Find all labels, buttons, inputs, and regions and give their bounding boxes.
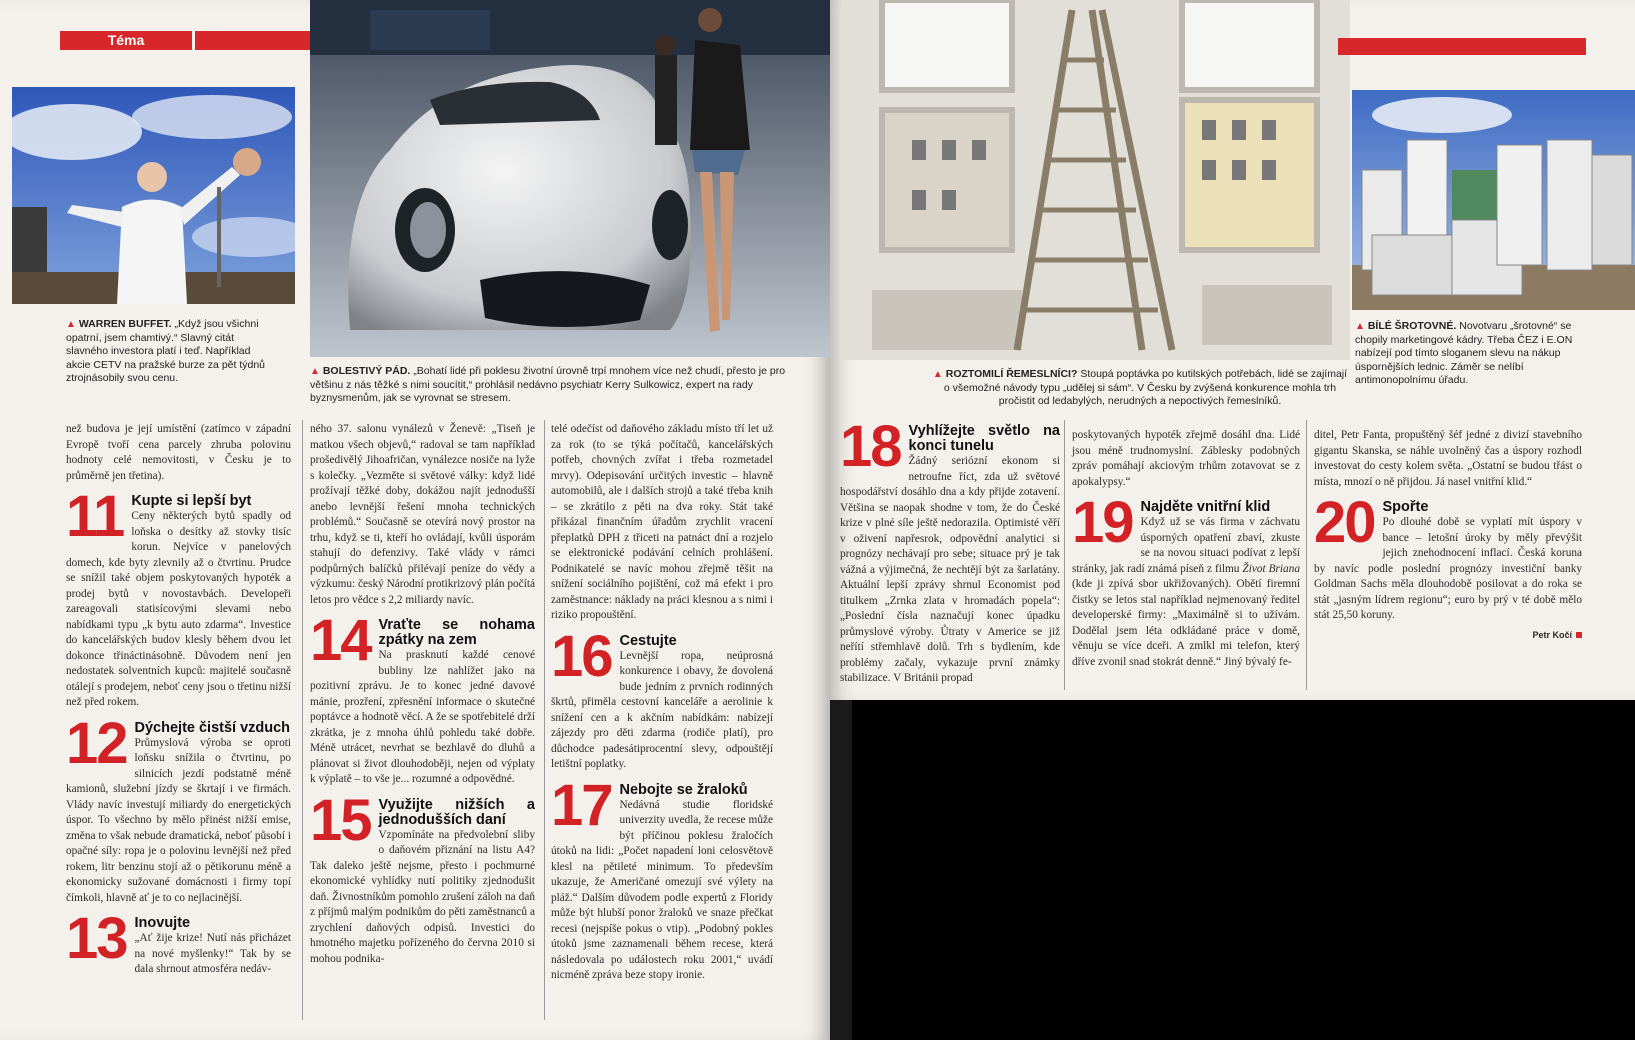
section-17: [551, 779, 773, 984]
section-title: Cestujte: [619, 632, 677, 649]
caption-triangle-icon: ▲: [310, 366, 320, 377]
section-number: 18: [840, 420, 901, 479]
section-title: Najděte vnitřní klid: [1140, 499, 1271, 515]
section-number: 19: [1072, 496, 1133, 555]
section-20: [1314, 496, 1582, 624]
section-tag: Téma: [60, 31, 192, 50]
section-title: Inovujte: [134, 915, 191, 931]
caption-buffet-head: WARREN BUFFET.: [78, 318, 172, 330]
section-text: Na prasknutí každé cenové bubliny lze nahlížet jako na pozitivní zprávu. Je to konec jedné davové mánie, prozření, zpřesnění informace o skutečné poptávce a hodnotě věcí. A že se spotřebitelé drží zkrátka, je z mnoha úhlů pohledu také dobře. Méně utrácet, nevrhat se bezhlavě do dluhů a plánovat si život dlouhodoběji, nejen od výplaty k výplatě – to vše je... rozumné a odpovědné.: [310, 649, 535, 785]
section-16: [551, 630, 773, 773]
section-title: Vraťte se nohama zpátky na zem: [378, 617, 535, 648]
section-text-a: Když už se vás firma v záchvatu úsporných opatření zbaví, zkuste se na novou situaci podívat z lepší stránky, jak radí známá píseň z filmu: [1072, 516, 1300, 575]
section-text: Průmyslová výroba se oproti loňsku snížila o čtvrtinu, po silnicích jezdí podstatně méně kamionů, služební jízdy se škrtají i ve firmách. Vlády navíc investují miliardy do energetických úspor. To všechno by mělo přinést nižší emise, změna to však nebude dramatická, neboť působí i opačné síly: ropa je o polovinu levnější než před rokem, litr benzinu stojí až o pětikorunu méně a ekonomicky sužované domácnosti i firmy topí čímkoli, hlavně ať je to co nejlacinější.: [66, 736, 291, 904]
film-title: Život Briana: [1242, 562, 1300, 575]
caption-ladder-text: Stoupá poptávka po kutilských potřebách, lidé se zajímají o všemožné návody typu „udělej si sám“. V Česku by zvýšená konkurence mohla trh pročistit od ledabylých, nerudných a nepoctivých řemeslníků.: [943, 368, 1348, 407]
section-14: [310, 614, 535, 788]
photo-car: [310, 0, 830, 357]
section-number: 11: [66, 490, 124, 549]
caption-buffet-text: „Když jsou všichni opatrní, jsem chamtivý.“ Slavný citát slavného investora platí i teď. Například akcie CETV na pražské burze za pět týdnů ztrojnásobily svou cenu.: [66, 318, 266, 384]
header-bar-right: [1338, 38, 1586, 55]
end-square-icon: [1576, 632, 1582, 638]
section-text: Nedávná studie floridské univerzity uvedla, že recese může být příčinou poklesu žraločích útoků na lidi: „Počet napadení loni celosvětově klesl na pětileté minimum. To především ukazuje, že Američané omezují své výlety na pláž.“ Dalším důvodem podle expertů z Floridy může být hlubší ponor žraloků ve snaze přečkat recesi (nejspíše pokus o vtip). „Podobný pokles útoků jsme zaznamenali během recese, která následovala po událostech roku 2001,“ uvádí nicméně zpráva beze stopy ironie.: [551, 798, 773, 981]
section-title: Spořte: [1382, 499, 1429, 515]
section-number: 16: [551, 629, 612, 689]
caption-car-text: „Bohatí lidé při poklesu životní úrovně trpí mnohem více než chudí, přesto je pro většinu z nás těžké s nimi soucítit,“ prohlásil nedávno psychiatr Kerry Sulkowicz, expert na rady byznysmenům, jak se vyrovnat se stresem.: [310, 365, 786, 404]
section-12: [66, 717, 291, 907]
section-number: 20: [1314, 496, 1375, 555]
article-column-1: [66, 422, 291, 980]
section-text: Ceny některých bytů spadly od loňska o desítky až stovky tisíc korun. Nejvíce v panelových domech, kde byty zlevnily až o čtvrtinu. Prudce se snížil také objem poskytovaných hypoték a prodej bytů v novostavbách. Developeři zareagovali statisícovými slevami nebo nabídkami typu „k bytu auto zdarma“. Investice do kancelářských budov klesly během dvou let dokonce třináctinásobně. Důvodem není jen nedostatek solventních kupců: majitelé současně otálejí s prodejem, neboť ceny jsou o třetinu nižší než před rokem.: [66, 510, 291, 708]
section-18: [840, 420, 1060, 687]
article-column-6: [1314, 428, 1582, 643]
article-column-2: [310, 422, 535, 969]
article-column-5: [1072, 428, 1300, 672]
caption-car-head: BOLESTIVÝ PÁD.: [322, 365, 411, 377]
caption-triangle-icon: ▲: [1355, 321, 1365, 332]
caption-ladder-head: ROZTOMILÍ ŘEMESLNÍCI?: [945, 368, 1078, 380]
caption-fridges: [1355, 320, 1585, 388]
section-title: Využijte nižších a jednodušších daní: [378, 796, 535, 828]
article-column-4: [840, 420, 1060, 689]
section-title: Vyhlížejte světlo na konci tunelu: [908, 423, 1060, 454]
section-text: Vzpomínáte na předvolební sliby o daňovém přiznání na listu A4? Tak daleko ještě nejsme, přesto i pochmurné ekonomické vyhlídky nutí politiky zjednodušit daň. Živnostníkům pomohlo zrušení záloh na daň z příjmů malým podnikům do pěti zaměstnanců a zrychlení daňových odpisů. Investici do hmotného majetku pořízeného do června 2010 si mohou podnika-: [310, 828, 535, 965]
photo-warren-buffet: [12, 87, 295, 304]
section-text-b: (kde ji zpívá sbor ukřižovaných). Obětí firemní čistky se letos stal například nejmenovaný ředitel developerské firmy: „Maximálně si to užívám. Dodělal jsem léta odkládané práce v domě, věnuju se více dceři. A zmlkl mi telefon, který dříve zvonil snad stokrát denně.“ Jiný bývalý fe-: [1072, 578, 1300, 668]
photo-fridges: [1352, 90, 1635, 310]
header-bar: [195, 31, 310, 50]
section-text: Po dlouhé době se vyplatí mít úspory v bance – letošní úroky by měly převýšit jejich znehodnocení inflací. Česká koruna by navíc podle poslední prognózy investiční banky Goldman Sachs měla dlouhodobě posilovat a do roka se stát „jasným lídrem regionu“; euro by prý v té době mělo stát 25,50 koruny.: [1314, 516, 1582, 621]
section-number: 17: [551, 778, 612, 838]
blank-area: [852, 700, 1635, 1040]
section-11: [66, 490, 291, 711]
caption-triangle-icon: ▲: [932, 369, 943, 380]
section-15: [310, 794, 535, 968]
right-page: [830, 0, 1635, 700]
caption-fridges-text: Novotvaru „šrotovné“ se chopily marketingové kádry. Třeba ČEZ i E.ON nabízejí pod tímto sloganem slevu na nákup úspornějších lednic. Záměr se nelíbí antimonopolnímu úřadu.: [1355, 320, 1573, 386]
col5-intro: poskytovaných hypoték zřejmě dosáhl dna. Lidé jsou méně trudnomyslní. Záblesky podobných zpráv pomáhají akciovým trhům zotavovat se z apokalypsy.“: [1072, 429, 1300, 488]
photo-ladder: [842, 0, 1350, 360]
section-number: 15: [310, 793, 371, 853]
column-rule: [1306, 420, 1307, 690]
caption-ladder: [930, 368, 1350, 409]
section-number: 13: [66, 912, 127, 971]
col1-intro: než budova je její umístění (zatímco v západní Evropě tvoří cena parcely zhruba polovinu hodnoty celé nemovitosti, v Česku je to průměrně jen třetina).: [66, 423, 291, 482]
caption-triangle-icon: ▲: [66, 319, 76, 330]
section-title: Nebojte se žraloků: [619, 781, 748, 798]
article-column-3: [551, 422, 773, 986]
caption-fridges-head: BÍLÉ ŠROTOVNÉ.: [1367, 320, 1457, 332]
caption-car: [310, 365, 815, 406]
section-title: Dýchejte čistší vzduch: [134, 719, 291, 736]
col6-intro: ditel, Petr Fanta, propuštěný šéf jedné z divizí stavebního gigantu Skanska, se náhle uvolněný čas a úspory rozhodl investovat do cesty kolem světa. „Ostatní se budou třást o místa, mnozí o ně přijdou. Já nasel vnitřní klid.“: [1314, 429, 1582, 488]
column-rule: [1064, 420, 1065, 690]
author-signature: [1314, 628, 1582, 644]
author-name: Petr Kočí: [1532, 629, 1572, 640]
col3-intro: telé odečíst od daňového základu místo tří let už za rok (to se týká počítačů, kancelářských potřeb, chovných zvířat i třeba rozmetadel mrvy). Odepisování určitých investic – hlavně automobilů, ale i dalších strojů a také třeba knih – se zkrátilo z pěti na dva roky. Stát také přikázal finančním úřadům zrychlit vracení přeplatků DPH z třiceti na patnáct dní a rozjelo se elektronické podávání celních prohlášení. Podnikatelé se navíc mohou zřejmě těšit na snížení sociálního pojištění, což má efekt i pro zaměstnance: náklady na práci klesnou a s nimi i riziko propouštění.: [551, 423, 773, 621]
section-number: 14: [310, 614, 371, 673]
section-13: [66, 912, 291, 978]
column-rule: [544, 420, 545, 1020]
col2-intro: ného 37. salonu vynálezů v Ženevě: „Tiseň je matkou všech objevů,“ radoval se tam například prošedivělý Jihoafričan, vynálezce nosiče na lyže s kolečky. „Vezměte si světové války: když lidé prožívají těžké doby, dokážou najít jednodušší anebo levnější řešení mnoha technických problémů.“ Současně se otevírá nový prostor na trhu, když se ti, kteří ho ovládají, kvůli úsporám stahují do defenzivy. Také vlády v rámci podpůrných balíčků přilévají peníze do vědy a výzkumu: český Národní protikrizový plán počítá letos pro vědce s 2,2 miliardy navíc.: [310, 423, 535, 606]
section-19: [1072, 496, 1300, 670]
section-text: Žádný seriózní ekonom si netroufne říct, zda už světové hospodářství dosáhlo dna a kdy přijde zotavení. Většina se naopak shodne v tom, že do České krize v plné síle ještě nedorazila. Optimisté věří v oživení napřesrok, odpovědní analytici si prognózy nechávají pro sebe; situace prý je tak vážná a výjimečná, že nechtějí být za šarlatány. Aktuální lepší zprávy shrnul Economist pod titulkem „Zrnka zlata v hromadách popela“: „Poslední čísla naznačují konec úpadku průmyslové výroby. Ůtraty v Americe se již neřítí střemhlavě dolů. Trh s bydlením, kde problémy začaly, vykazuje první známky stabilizace. V Británii propad: [840, 455, 1060, 684]
caption-buffet: [66, 318, 266, 386]
section-text: „Ať žije krize! Nutí nás přicházet na nové myšlenky!“ Tak by se dala shrnout atmosféra nedáv-: [134, 932, 291, 975]
section-text: Levnější ropa, neúprosná konkurence i obavy, že dovolená bude jedním z prvních rodinných škrtů, přiměla cestovní kanceláře a aerolinie k snížení cen a k akčním nabídkám: nabízejí zájezdy pro děti zdarma (rodiče platí), pro důchodce padesátiprocentní slevy, odpouštějí letištní poplatky.: [551, 649, 773, 770]
column-rule: [302, 420, 303, 1020]
section-number: 12: [66, 716, 127, 776]
section-title: Kupte si lepší byt: [131, 493, 252, 509]
